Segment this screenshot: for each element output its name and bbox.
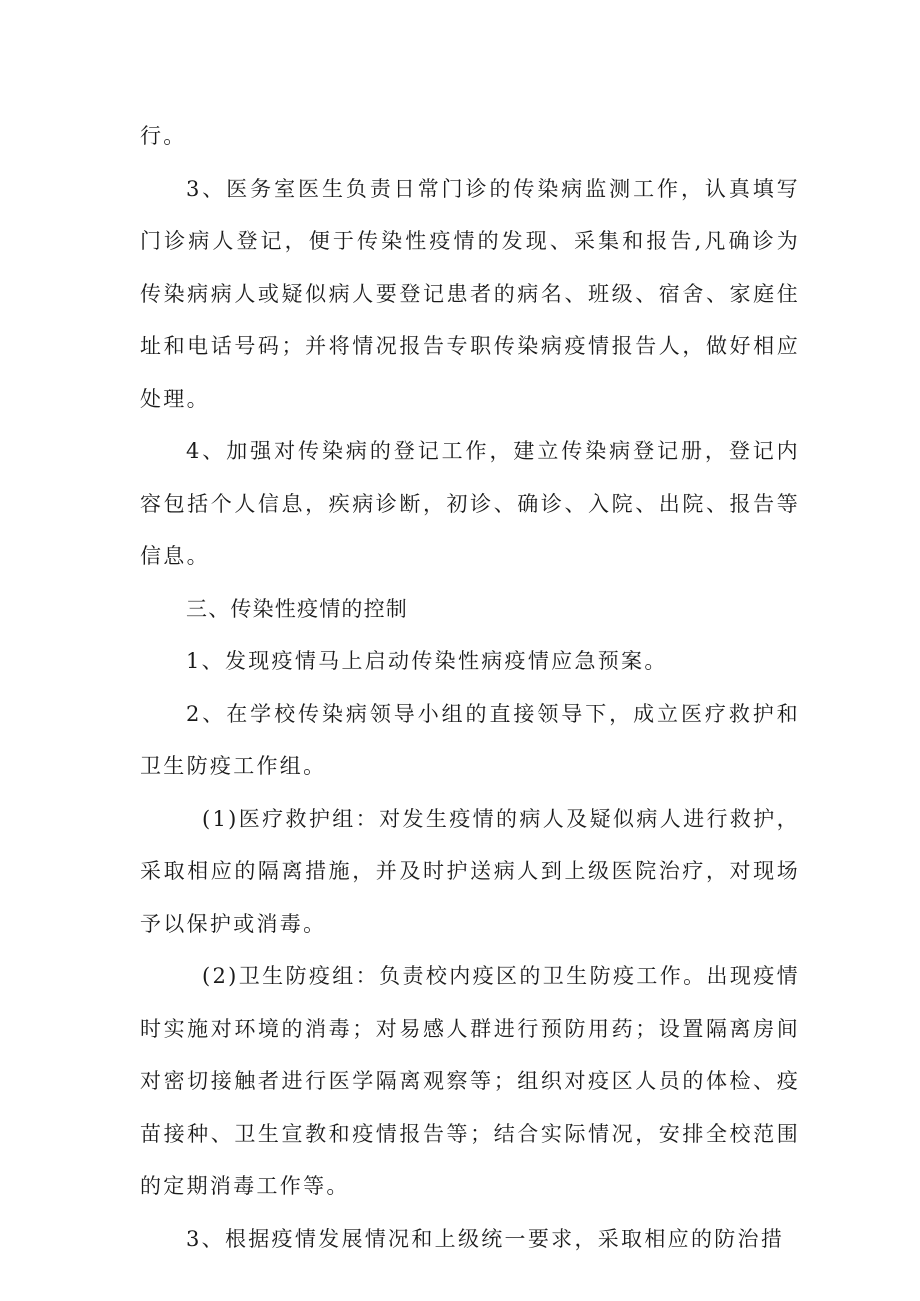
paragraph-control-item-3: 3、根据疫情发展情况和上级统一要求，采取相应的防治措 <box>186 1226 785 1251</box>
paragraph-medical-rescue-group: (1)医疗救护组：对发生疫情的病人及疑似病人进行救护，采取相应的隔离措施，并及时护送病人到上级医院治疗，对现场予以保护或消毒。 <box>140 806 800 936</box>
paragraph-control-item-1: 1、发现疫情马上启动传染性病疫情应急预案。 <box>186 649 668 673</box>
paragraph-continuation: 行。 <box>140 124 187 148</box>
document-body <box>140 110 800 1265</box>
paragraph-epidemic-prevention-group: (2)卫生防疫组：负责校内疫区的卫生防疫工作。出现疫情时实施对环境的消毒；对易感人群进行预防用药；设置隔离房间对密切接触者进行医学隔离观察等；组织对疫区人员的体检、疫苗接种、卫生宣教和疫情报告等；结合实际情况，安排全校范围的定期消毒工作等。 <box>140 964 800 1198</box>
section-heading-control: 三、传染性疫情的控制 <box>186 596 408 621</box>
paragraph-item-4-registration: 4、加强对传染病的登记工作，建立传染病登记册，登记内容包括个人信息，疾病诊断，初诊、确诊、入院、出院、报告等信息。 <box>140 439 800 568</box>
paragraph-control-item-2: 2、在学校传染病领导小组的直接领导下，成立医疗救护和卫生防疫工作组。 <box>140 701 800 778</box>
paragraph-item-3-monitoring: 3、医务室医生负责日常门诊的传染病监测工作，认真填写门诊病人登记，便于传染性疫情的发现、采集和报告,凡确诊为传染病病人或疑似病人要登记患者的病名、班级、宿舍、家庭住址和电话号码；并将情况报告专职传染病疫情报告人，做好相应处理。 <box>140 176 800 411</box>
